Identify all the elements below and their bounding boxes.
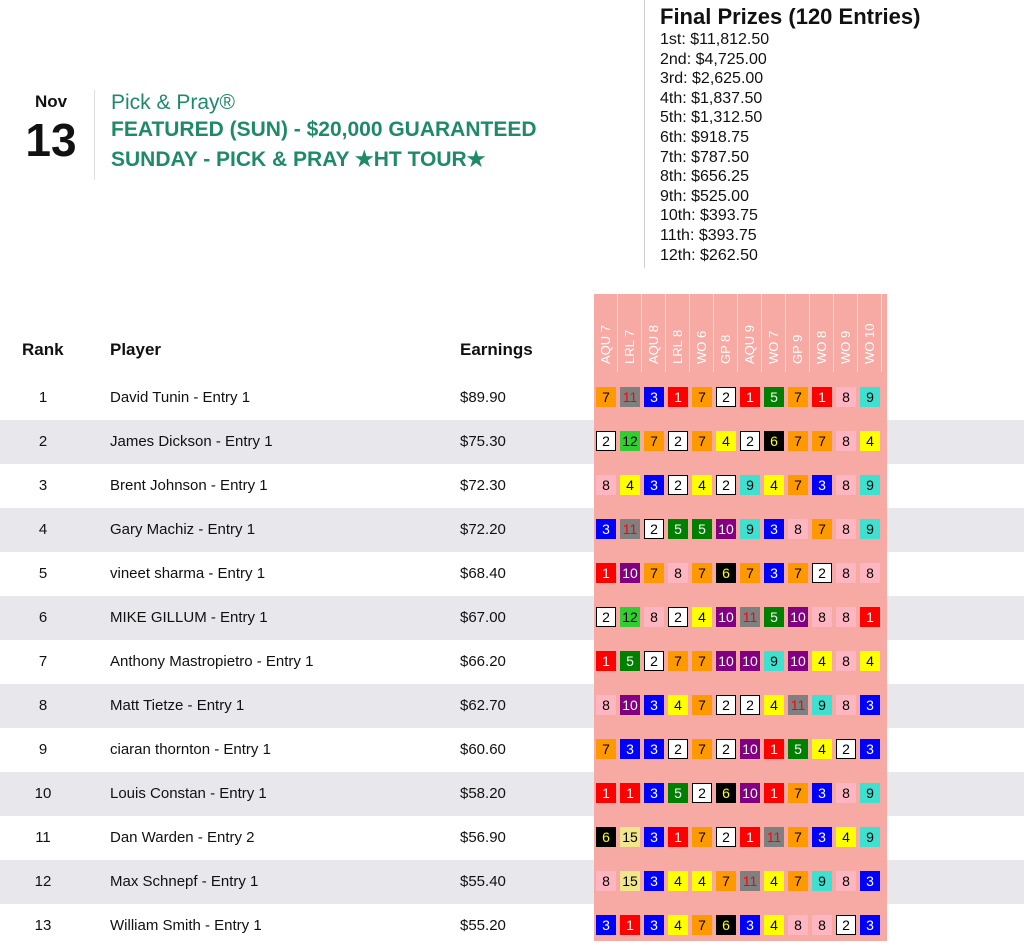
- race-header[interactable]: [690, 294, 714, 372]
- cell-player[interactable]: Brent Johnson - Entry 1: [110, 477, 268, 494]
- pick-badge: 8: [836, 387, 856, 407]
- prize-item: 12th: $262.50: [660, 246, 758, 264]
- race-header[interactable]: [858, 294, 882, 372]
- pick-badge: 4: [812, 739, 832, 759]
- pick-badge: 7: [788, 387, 808, 407]
- pick-badge: 15: [620, 871, 640, 891]
- pick-badge: 3: [860, 739, 880, 759]
- pick-badge: 6: [764, 431, 784, 451]
- cell-rank: 12: [34, 873, 52, 890]
- event-brand: Pick & Pray®: [111, 91, 236, 114]
- pick-badge: 4: [764, 871, 784, 891]
- pick-badge: 2: [716, 475, 736, 495]
- pick-badge: 8: [836, 563, 856, 583]
- cell-earnings: $89.90: [460, 389, 506, 406]
- pick-badge: 10: [716, 607, 736, 627]
- pick-badge: 3: [596, 915, 616, 935]
- pick-badge: 3: [764, 563, 784, 583]
- pick-badge: 4: [764, 475, 784, 495]
- pick-badge: 4: [668, 915, 688, 935]
- cell-rank: 3: [38, 477, 48, 494]
- race-header-label: AQU 8: [646, 324, 661, 364]
- pick-badge: 4: [668, 695, 688, 715]
- pick-badge: 3: [764, 519, 784, 539]
- cell-earnings: $66.20: [460, 653, 506, 670]
- pick-badge: 7: [788, 475, 808, 495]
- pick-badge: 1: [596, 563, 616, 583]
- pick-badge: 10: [788, 651, 808, 671]
- pick-badge: 8: [836, 783, 856, 803]
- pick-badge: 3: [644, 739, 664, 759]
- pick-badge: 1: [764, 783, 784, 803]
- pick-badge: 11: [764, 827, 784, 847]
- pick-badge: 9: [860, 783, 880, 803]
- race-header-label: LRL 7: [622, 329, 637, 364]
- pick-badge: 8: [860, 563, 880, 583]
- pick-badge: 2: [716, 827, 736, 847]
- race-header[interactable]: [642, 294, 666, 372]
- pick-badge: 4: [668, 871, 688, 891]
- pick-badge: 9: [740, 519, 760, 539]
- cell-earnings: $60.60: [460, 741, 506, 758]
- pick-badge: 5: [668, 519, 688, 539]
- pick-badge: 1: [668, 387, 688, 407]
- pick-set: [596, 915, 884, 935]
- event-month: Nov: [34, 92, 68, 111]
- pick-badge: 8: [596, 695, 616, 715]
- race-header-label: WO 6: [694, 330, 709, 364]
- pick-set: [596, 607, 884, 627]
- pick-badge: 8: [836, 651, 856, 671]
- race-header-label: WO 9: [838, 330, 853, 364]
- pick-set: [596, 475, 884, 495]
- race-header[interactable]: [786, 294, 810, 372]
- cell-player[interactable]: Matt Tietze - Entry 1: [110, 697, 245, 714]
- pick-badge: 1: [860, 607, 880, 627]
- pick-badge: 3: [620, 739, 640, 759]
- pick-badge: 9: [860, 387, 880, 407]
- pick-badge: 11: [740, 607, 760, 627]
- pick-badge: 11: [620, 387, 640, 407]
- pick-badge: 1: [812, 387, 832, 407]
- pick-badge: 4: [692, 607, 712, 627]
- pick-badge: 7: [692, 827, 712, 847]
- pick-set: [596, 563, 884, 583]
- pick-badge: 3: [644, 475, 664, 495]
- race-header[interactable]: [714, 294, 738, 372]
- pick-badge: 10: [740, 783, 760, 803]
- race-header[interactable]: [666, 294, 690, 372]
- race-header[interactable]: [738, 294, 762, 372]
- pick-badge: 9: [764, 651, 784, 671]
- pick-badge: 4: [692, 475, 712, 495]
- pick-badge: 2: [716, 695, 736, 715]
- pick-badge: 8: [836, 607, 856, 627]
- pick-badge: 1: [620, 783, 640, 803]
- cell-player[interactable]: Louis Constan - Entry 1: [110, 785, 267, 802]
- pick-badge: 7: [692, 651, 712, 671]
- pick-badge: 7: [692, 387, 712, 407]
- pick-badge: 1: [740, 387, 760, 407]
- pick-badge: 10: [716, 651, 736, 671]
- race-header-label: WO 8: [814, 330, 829, 364]
- pick-badge: 2: [740, 695, 760, 715]
- pick-badge: 8: [836, 695, 856, 715]
- pick-badge: 7: [692, 563, 712, 583]
- pick-badge: 9: [860, 475, 880, 495]
- pick-badge: 2: [668, 431, 688, 451]
- pick-set: [596, 519, 884, 539]
- event-date: [18, 92, 84, 164]
- prize-item: 2nd: $4,725.00: [660, 50, 767, 68]
- pick-badge: 12: [620, 431, 640, 451]
- pick-badge: 2: [668, 475, 688, 495]
- pick-badge: 2: [740, 431, 760, 451]
- cell-earnings: $72.20: [460, 521, 506, 538]
- pick-badge: 4: [764, 915, 784, 935]
- pick-badge: 8: [836, 871, 856, 891]
- pick-badge: 3: [644, 783, 664, 803]
- pick-badge: 7: [596, 387, 616, 407]
- pick-badge: 4: [692, 871, 712, 891]
- prize-item: 7th: $787.50: [660, 148, 749, 166]
- pick-badge: 6: [596, 827, 616, 847]
- cell-rank: 5: [38, 565, 48, 582]
- pick-badge: 9: [740, 475, 760, 495]
- cell-rank: 11: [35, 829, 51, 846]
- prize-item: 9th: $525.00: [660, 187, 749, 205]
- pick-badge: 10: [740, 651, 760, 671]
- pick-badge: 2: [836, 915, 856, 935]
- pick-badge: 1: [596, 651, 616, 671]
- pick-set: [596, 387, 884, 407]
- pick-badge: 2: [668, 607, 688, 627]
- cell-earnings: $55.20: [460, 917, 506, 934]
- pick-badge: 10: [740, 739, 760, 759]
- cell-rank: 2: [38, 433, 48, 450]
- header-earnings[interactable]: Earnings: [460, 340, 533, 359]
- race-header[interactable]: [762, 294, 786, 372]
- prize-item: 8th: $656.25: [660, 168, 749, 186]
- pick-badge: 3: [812, 475, 832, 495]
- pick-badge: 5: [620, 651, 640, 671]
- pick-badge: 3: [644, 695, 664, 715]
- pick-badge: 11: [620, 519, 640, 539]
- pick-badge: 4: [860, 651, 880, 671]
- race-header-label: AQU 7: [598, 324, 613, 364]
- header-rank[interactable]: Rank: [22, 340, 64, 359]
- race-header-label: GP 8: [718, 334, 733, 364]
- pick-badge: 1: [620, 915, 640, 935]
- pick-badge: 1: [740, 827, 760, 847]
- final-prizes-panel: [644, 0, 975, 268]
- pick-badge: 3: [644, 915, 664, 935]
- pick-badge: 9: [812, 695, 832, 715]
- pick-badge: 7: [644, 431, 664, 451]
- pick-badge: 3: [596, 519, 616, 539]
- event-day: 13: [25, 114, 77, 166]
- prize-item: 11th: $393.75: [660, 226, 757, 244]
- pick-badge: 8: [668, 563, 688, 583]
- cell-earnings: $72.30: [460, 477, 506, 494]
- pick-badge: 9: [860, 827, 880, 847]
- cell-earnings: $62.70: [460, 697, 506, 714]
- pick-badge: 8: [596, 871, 616, 891]
- cell-player[interactable]: Gary Machiz - Entry 1: [110, 521, 256, 538]
- pick-badge: 1: [668, 827, 688, 847]
- pick-badge: 4: [812, 651, 832, 671]
- pick-badge: 5: [788, 739, 808, 759]
- pick-badge: 6: [716, 563, 736, 583]
- cell-earnings: $56.90: [460, 829, 506, 846]
- pick-badge: 12: [620, 607, 640, 627]
- pick-badge: 8: [788, 519, 808, 539]
- pick-badge: 2: [692, 783, 712, 803]
- pick-badge: 7: [716, 871, 736, 891]
- race-header-label: AQU 9: [742, 324, 757, 364]
- pick-badge: 2: [716, 739, 736, 759]
- pick-badge: 2: [644, 651, 664, 671]
- race-header-label: WO 10: [862, 323, 877, 364]
- pick-badge: 3: [812, 783, 832, 803]
- pick-badge: 15: [620, 827, 640, 847]
- cell-rank: 9: [38, 741, 48, 758]
- pick-set: [596, 695, 884, 715]
- cell-rank: 8: [38, 697, 48, 714]
- pick-badge: 5: [668, 783, 688, 803]
- pick-badge: 10: [788, 607, 808, 627]
- cell-player[interactable]: Dan Warden - Entry 2: [110, 829, 255, 846]
- cell-rank: 7: [38, 653, 48, 670]
- pick-badge: 2: [812, 563, 832, 583]
- race-header-label: LRL 8: [670, 329, 685, 364]
- prize-item: 10th: $393.75: [660, 207, 758, 225]
- cell-player[interactable]: vineet sharma - Entry 1: [110, 565, 266, 582]
- cell-rank: 6: [38, 609, 48, 626]
- pick-badge: 2: [596, 431, 616, 451]
- pick-set: [596, 871, 884, 891]
- pick-badge: 3: [644, 871, 664, 891]
- event-title-line-2: SUNDAY - PICK & PRAY ★HT TOUR★: [111, 148, 486, 171]
- pick-set: [596, 431, 884, 451]
- cell-earnings: $55.40: [460, 873, 506, 890]
- pick-set: [596, 827, 884, 847]
- pick-set: [596, 783, 884, 803]
- pick-badge: 3: [812, 827, 832, 847]
- pick-badge: 4: [836, 827, 856, 847]
- pick-badge: 7: [812, 519, 832, 539]
- pick-badge: 7: [692, 915, 712, 935]
- cell-rank: 13: [34, 917, 52, 934]
- pick-badge: 7: [788, 827, 808, 847]
- pick-badge: 2: [716, 387, 736, 407]
- divider: [94, 90, 95, 180]
- pick-badge: 8: [644, 607, 664, 627]
- pick-badge: 7: [644, 563, 664, 583]
- pick-badge: 2: [596, 607, 616, 627]
- prize-item: 1st: $11,812.50: [660, 31, 770, 48]
- pick-badge: 7: [788, 563, 808, 583]
- pick-badge: 4: [620, 475, 640, 495]
- pick-badge: 9: [812, 871, 832, 891]
- pick-badge: 7: [740, 563, 760, 583]
- pick-badge: 3: [860, 871, 880, 891]
- pick-badge: 4: [764, 695, 784, 715]
- pick-badge: 6: [716, 783, 736, 803]
- pick-badge: 6: [716, 915, 736, 935]
- pick-badge: 10: [620, 695, 640, 715]
- prizes-title: Final Prizes (120 Entries): [660, 4, 921, 29]
- cell-player[interactable]: David Tunin - Entry 1: [110, 389, 251, 406]
- pick-badge: 3: [860, 915, 880, 935]
- event-title-line-1: FEATURED (SUN) - $20,000 GUARANTEED: [111, 118, 537, 141]
- event-title-block: [111, 90, 537, 175]
- pick-badge: 8: [596, 475, 616, 495]
- pick-badge: 9: [860, 519, 880, 539]
- prize-item: 5th: $1,312.50: [660, 109, 763, 127]
- pick-badge: 10: [716, 519, 736, 539]
- cell-player[interactable]: Anthony Mastropietro - Entry 1: [110, 653, 314, 670]
- cell-player[interactable]: William Smith - Entry 1: [110, 917, 262, 934]
- pick-badge: 7: [788, 431, 808, 451]
- pick-badge: 7: [668, 651, 688, 671]
- cell-player[interactable]: James Dickson - Entry 1: [110, 433, 273, 450]
- pick-badge: 3: [740, 915, 760, 935]
- race-header[interactable]: [618, 294, 642, 372]
- pick-badge: 1: [596, 783, 616, 803]
- pick-badge: 4: [716, 431, 736, 451]
- race-header-label: WO 7: [766, 330, 781, 364]
- pick-badge: 3: [860, 695, 880, 715]
- pick-badge: 7: [596, 739, 616, 759]
- pick-badge: 5: [764, 607, 784, 627]
- pick-badge: 1: [764, 739, 784, 759]
- race-header[interactable]: [594, 294, 618, 372]
- cell-player[interactable]: Max Schnepf - Entry 1: [110, 873, 259, 890]
- pick-badge: 7: [812, 431, 832, 451]
- pick-badge: 8: [836, 475, 856, 495]
- cell-player[interactable]: ciaran thornton - Entry 1: [110, 741, 271, 758]
- cell-earnings: $58.20: [460, 785, 506, 802]
- pick-badge: 2: [836, 739, 856, 759]
- cell-rank: 10: [34, 785, 52, 802]
- pick-badge: 7: [788, 783, 808, 803]
- race-header-label: GP 9: [790, 334, 805, 364]
- prize-item: 6th: $918.75: [660, 128, 749, 146]
- pick-badge: 8: [812, 607, 832, 627]
- cell-earnings: $68.40: [460, 565, 506, 582]
- pick-badge: 2: [644, 519, 664, 539]
- pick-badge: 11: [788, 695, 808, 715]
- pick-badge: 8: [788, 915, 808, 935]
- pick-badge: 2: [668, 739, 688, 759]
- pick-badge: 10: [620, 563, 640, 583]
- pick-badge: 7: [788, 871, 808, 891]
- race-header[interactable]: [810, 294, 834, 372]
- cell-player[interactable]: MIKE GILLUM - Entry 1: [110, 609, 268, 626]
- pick-badge: 11: [740, 871, 760, 891]
- prize-item: 4th: $1,837.50: [660, 89, 763, 107]
- pick-badge: 3: [644, 827, 664, 847]
- prize-item: 3rd: $2,625.00: [660, 70, 764, 88]
- header-player[interactable]: Player: [110, 340, 162, 359]
- cell-earnings: $75.30: [460, 433, 506, 450]
- pick-badge: 5: [692, 519, 712, 539]
- pick-badge: 8: [836, 431, 856, 451]
- cell-earnings: $67.00: [460, 609, 506, 626]
- pick-badge: 7: [692, 739, 712, 759]
- pick-set: [596, 651, 884, 671]
- pick-set: [596, 739, 884, 759]
- pick-badge: 5: [764, 387, 784, 407]
- pick-badge: 8: [836, 519, 856, 539]
- pick-badge: 4: [860, 431, 880, 451]
- cell-rank: 4: [38, 521, 48, 538]
- pick-badge: 3: [644, 387, 664, 407]
- race-header[interactable]: [834, 294, 858, 372]
- cell-rank: 1: [38, 389, 48, 406]
- pick-badge: 8: [812, 915, 832, 935]
- pick-badge: 7: [692, 695, 712, 715]
- pick-badge: 7: [692, 431, 712, 451]
- prizes-list: [660, 30, 769, 265]
